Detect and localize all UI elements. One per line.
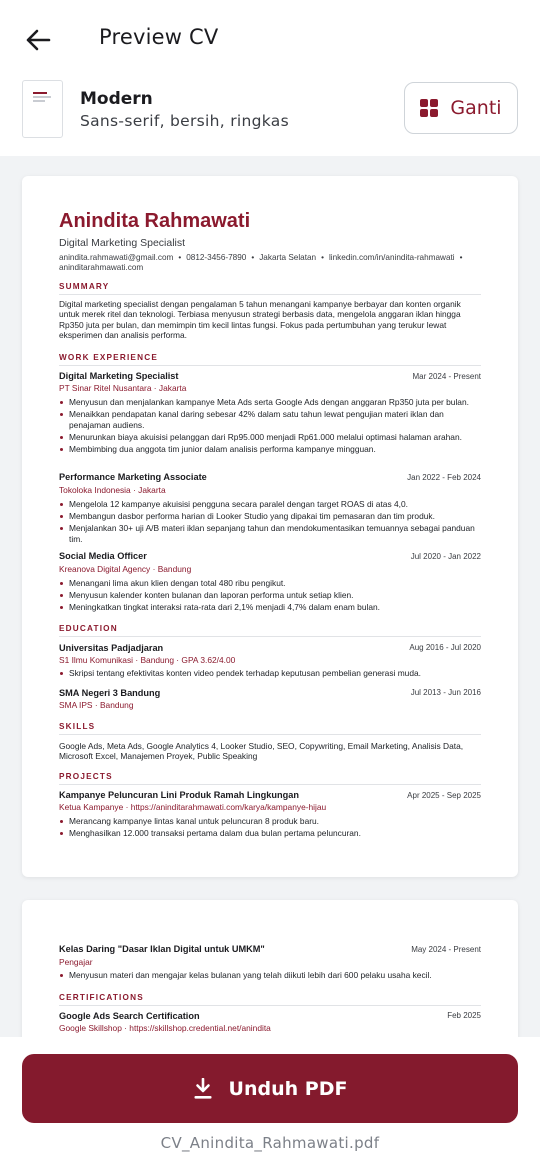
section-title-projects: PROJECTS [59, 772, 113, 781]
experience-title: Performance Marketing Associate [59, 472, 207, 482]
experience-bullets [59, 499, 479, 546]
summary-text: Digital marketing specialist dengan pengalaman 5 tahun menangani kampanye berbayar dan konten organik untuk merek ritel dan teknologi. Terbiasa menyusun strategi berbasis data, mengelola anggaran iklan hingga Rp350 juta per bulan, dan memimpin tim kecil lintas fungsi. Fokus pada pertumbuhan yang terukur lewat eksperimen dan analisis performa. [59, 299, 461, 341]
list-item: Meningkatkan tingkat interaksi rata-rata dari 2,1% menjadi 4,7% dalam enam bulan. [59, 602, 479, 613]
project-title: Kelas Daring "Dasar Iklan Digital untuk UMKM" [59, 944, 265, 954]
project-date: Apr 2025 - Sep 2025 [407, 791, 481, 800]
experience-bullets [59, 578, 479, 614]
section-divider [59, 1005, 481, 1006]
section-divider [59, 365, 481, 366]
project-title: Kampanye Peluncuran Lini Produk Ramah Lingkungan [59, 790, 299, 800]
cv-name: Anindita Rahmawati [59, 210, 251, 232]
education-details: SMA IPS · Bandung [59, 700, 134, 710]
skills-text: Google Ads, Meta Ads, Google Analytics 4, Looker Studio, SEO, Copywriting, Email Marketing, Analisis Data, Microsoft Excel, Manajemen Proyek, Public Speaking [59, 741, 464, 762]
education-bullets [59, 668, 479, 680]
experience-date: Jul 2020 - Jan 2022 [410, 552, 481, 561]
education-date: Jul 2013 - Jun 2016 [410, 688, 481, 697]
list-item: Menghasilkan 12.000 transaksi pertama dalam dua bulan pertama peluncuran. [59, 828, 479, 839]
download-pdf-button[interactable] [22, 1054, 518, 1123]
template-selector [0, 80, 540, 156]
project-bullets [59, 816, 479, 840]
experience-company: Kreanova Digital Agency · Bandung [59, 564, 192, 574]
list-item: Membangun dasbor performa harian di Looker Studio yang dipakai tim pemasaran dan tim produk. [59, 511, 479, 522]
education-date: Aug 2016 - Jul 2020 [409, 643, 481, 652]
section-title-certifications: CERTIFICATIONS [59, 993, 144, 1002]
contact-email: anindita.rahmawati@gmail.com [59, 253, 174, 262]
certification-issuer: Google Skillshop · https://skillshop.credential.net/anindita [59, 1023, 271, 1033]
template-thumbnail [22, 80, 63, 138]
list-item: Menyusun dan menjalankan kampanye Meta Ads serta Google Ads dengan anggaran Rp350 juta per bulan. [59, 397, 479, 408]
experience-company: Tokoloka Indonesia · Jakarta [59, 485, 166, 495]
section-title-experience: WORK EXPERIENCE [59, 353, 158, 362]
cv-page-2 [22, 900, 518, 1060]
contact-linkedin: linkedin.com/in/anindita-rahmawati [328, 253, 455, 262]
education-title: SMA Negeri 3 Bandung [59, 688, 161, 698]
contact-phone: 0812-3456-7890 [186, 253, 247, 262]
grid-icon [420, 99, 438, 117]
list-item: Menaikkan pendapatan kanal daring sebesar 42% dalam satu tahun lewat pengujian materi iklan dan penajaman audiens. [59, 409, 479, 430]
list-item: Menurunkan biaya akuisisi pelanggan dari Rp95.000 menjadi Rp61.000 melalui optimasi halaman arahan. [59, 432, 479, 443]
contact-website: aninditarahmawati.com [59, 263, 144, 272]
list-item: Menyusun kalender konten bulanan dan laporan performa untuk setiap klien. [59, 590, 479, 601]
download-pdf-label: Unduh PDF [228, 1077, 348, 1100]
certification-date: Feb 2025 [447, 1011, 481, 1020]
list-item: Menangani lima akun klien dengan total 480 ribu pengikut. [59, 578, 479, 589]
change-template-button[interactable] [404, 82, 518, 134]
template-name: Modern [80, 89, 153, 109]
experience-date: Mar 2024 - Present [412, 372, 481, 381]
list-item: Menjalankan 30+ uji A/B materi iklan sepanjang tahun dan mendokumentasikan temuannya sebagai panduan tim. [59, 523, 479, 544]
section-divider [59, 294, 481, 295]
experience-title: Social Media Officer [59, 551, 147, 561]
template-description: Sans-serif, bersih, ringkas [80, 112, 289, 130]
project-date: May 2024 - Present [411, 945, 481, 954]
list-item: Merancang kampanye lintas kanal untuk peluncuran 8 produk baru. [59, 816, 479, 827]
list-item: Membimbing dua anggota tim junior dalam analisis performa kampanye mingguan. [59, 444, 479, 455]
back-button[interactable] [16, 20, 60, 60]
arrow-left-icon [25, 28, 51, 52]
app-bar [0, 0, 540, 80]
file-name: CV_Anindita_Rahmawati.pdf [160, 1134, 380, 1152]
section-divider [59, 784, 481, 785]
download-bar [0, 1037, 540, 1171]
list-item: Mengelola 12 kampanye akuisisi pengguna secara paralel dengan target ROAS di atas 4,0. [59, 499, 479, 510]
cv-role: Digital Marketing Specialist [59, 237, 186, 249]
section-title-education: EDUCATION [59, 624, 118, 633]
section-divider [59, 734, 481, 735]
change-template-label: Ganti [450, 97, 502, 119]
section-title-skills: SKILLS [59, 722, 96, 731]
cv-contact: anindita.rahmawati@gmail.com • 0812-3456-7890 • Jakarta Selatan • linkedin.com/in/anindita-rahmawati • aninditarahmawati.com [59, 253, 463, 272]
experience-date: Jan 2022 - Feb 2024 [407, 473, 481, 482]
section-divider [59, 636, 481, 637]
project-role: Pengajar [59, 957, 93, 967]
list-item: Menyusun materi dan mengajar kelas bulanan yang telah diikuti lebih dari 600 pelaku usaha kecil. [59, 970, 479, 981]
download-icon [193, 1078, 213, 1100]
experience-company: PT Sinar Ritel Nusantara · Jakarta [59, 383, 187, 393]
certification-title: Google Ads Search Certification [59, 1011, 200, 1021]
cv-page-1 [22, 176, 518, 877]
experience-bullets [59, 397, 479, 456]
list-item: Skripsi tentang efektivitas konten video pendek terhadap keputusan pembelian generasi muda. [59, 668, 479, 679]
section-title-summary: SUMMARY [59, 282, 110, 291]
project-bullets [59, 970, 479, 982]
project-role: Ketua Kampanye · https://aninditarahmawati.com/karya/kampanye-hijau [59, 802, 327, 812]
education-details: S1 Ilmu Komunikasi · Bandung · GPA 3.62/4.00 [59, 655, 236, 665]
page-title: Preview CV [99, 25, 219, 49]
education-title: Universitas Padjadjaran [59, 643, 164, 653]
contact-location: Jakarta Selatan [259, 253, 317, 262]
experience-title: Digital Marketing Specialist [59, 371, 179, 381]
